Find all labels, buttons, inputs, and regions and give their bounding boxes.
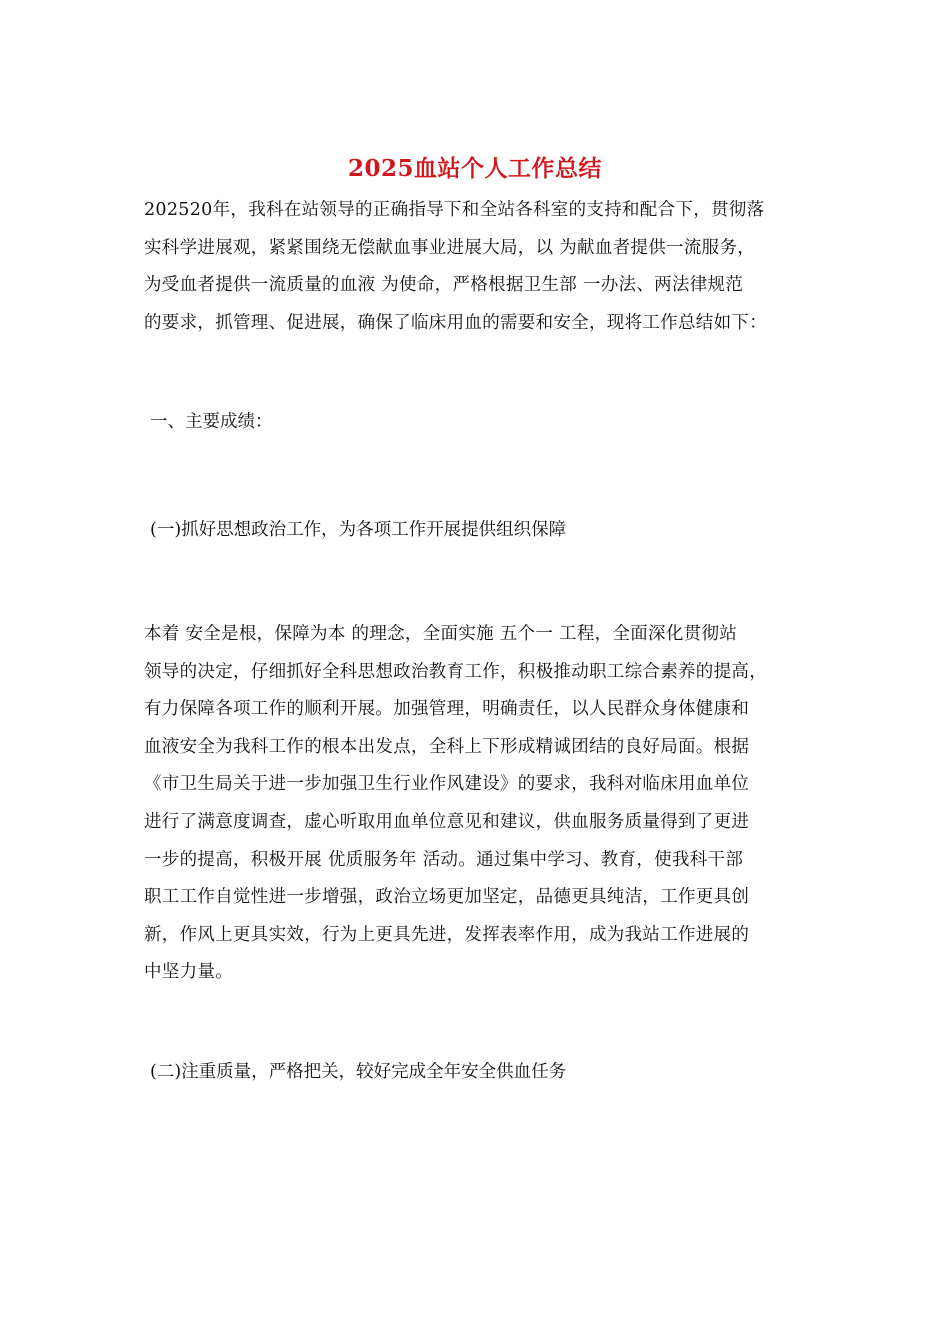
body-line: 进行了满意度调查，虚心听取用血单位意见和建议，供血服务质量得到了更进 — [144, 811, 750, 832]
document-title: 2025血站个人工作总结 — [347, 155, 602, 182]
body-line: 有力保障各项工作的顺利开展。加强管理，明确责任，以人民群众身体健康和 — [144, 699, 750, 720]
body-line: 本着 安全是根，保障为本 的理念，全面实施 五个一 工程，全面深化贯彻站 — [144, 624, 738, 644]
intro-paragraph — [144, 192, 806, 342]
body-line: 《市卫生局关于进一步加强卫生行业作风建设》的要求，我科对临床用血单位 — [144, 774, 750, 795]
body-paragraph — [144, 616, 806, 992]
subsection-heading: (一)抓好思想政治工作，为各项工作开展提供组织保障 — [150, 520, 567, 540]
intro-line: 202520年，我科在站领导的正确指导下和全站各科室的支持和配合下，贯彻落 — [144, 200, 765, 220]
intro-line: 为受血者提供一流质量的血液 为使命，严格根据卫生部 一办法、两法律规范 — [144, 275, 744, 296]
body-line: 领导的决定，仔细抓好全科思想政治教育工作，积极推动职工综合素养的提高， — [144, 661, 767, 682]
intro-line: 实科学进展观，紧紧围绕无偿献血事业进展大局，以 为献血者提供一流服务， — [144, 237, 756, 258]
intro-line: 的要求，抓管理、促进展，确保了临床用血的需要和安全，现将工作总结如下： — [144, 312, 767, 333]
subsection-heading: (二)注重质量，严格把关，较好完成全年安全供血任务 — [150, 1062, 567, 1082]
body-line: 职工工作自觉性进一步增强，政治立场更加坚定，品德更具纯洁，工作更具创 — [144, 887, 750, 908]
section-heading: 一、主要成绩： — [150, 412, 273, 432]
body-line: 新，作风上更具实效，行为上更具先进，发挥表率作用，成为我站工作进展的 — [144, 924, 750, 945]
body-line: 血液安全为我科工作的根本出发点，全科上下形成精诚团结的良好局面。根据 — [144, 736, 750, 757]
body-line: 中坚力量。 — [144, 962, 233, 983]
body-line: 一步的提高，积极开展 优质服务年 活动。通过集中学习、教育，使我科干部 — [144, 849, 744, 870]
